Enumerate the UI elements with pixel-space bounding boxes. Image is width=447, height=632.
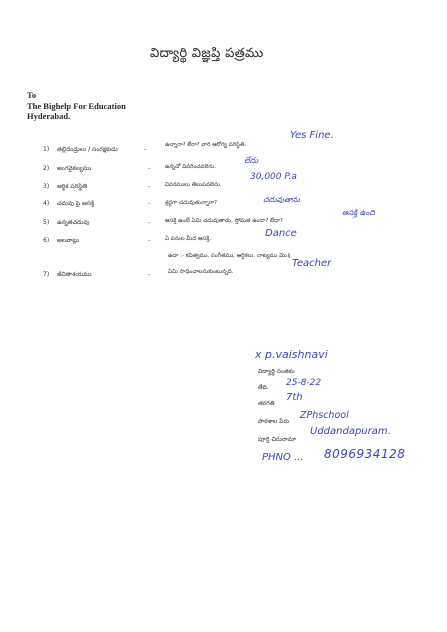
student-signature-caption: విద్యార్థి సంతకం xyxy=(258,368,295,375)
row-3-number: 3) xyxy=(43,183,50,190)
row-1-label: తల్లిదండ్రులు / సంరక్షకుడు xyxy=(57,146,118,153)
row-4-number: 4) xyxy=(43,200,50,207)
class-value: 7th xyxy=(286,392,303,403)
row-3-answer: 30,000 P.a xyxy=(250,172,297,182)
row-3-dash: - xyxy=(148,183,151,190)
row-2-dash: - xyxy=(148,165,151,172)
class-label: తరగతి xyxy=(258,400,275,407)
row-3-label: ఆర్థిక పరిస్థితి xyxy=(57,183,88,190)
address-to: To xyxy=(27,90,37,100)
row-2-number: 2) xyxy=(43,165,50,172)
address-org: The Bighelp For Education xyxy=(27,100,126,111)
row-4-label: చదువు పై ఆసక్తి xyxy=(57,200,95,207)
address-value: Uddandapuram. xyxy=(310,426,391,437)
address-block xyxy=(27,90,126,122)
phone-label: PHNO ... xyxy=(262,452,304,463)
school-value: ZPhschool xyxy=(300,410,349,421)
row-6-number: 6) xyxy=(43,237,50,244)
row-6-label: అలవాట్లు xyxy=(57,237,80,244)
date-value: 25-8-22 xyxy=(286,378,322,388)
address-city: Hyderabad. xyxy=(27,111,71,121)
row-5-label: ఉన్నతచదువు xyxy=(57,219,90,226)
form-title: విద్యార్థి విజ్ఞప్తి పత్రము xyxy=(150,46,264,61)
row-4-question: శ్రద్ధగా చదువుతున్నారా? xyxy=(165,200,218,206)
row-6-example: ఉదా :- కవిత్వము, సంగీతము, ఆర్టికలు, నాట్యము మొ॥ xyxy=(168,253,291,259)
row-1-number: 1) xyxy=(43,146,50,153)
row-4-answer: చదువుతాను xyxy=(263,195,300,204)
row-7-number: 7) xyxy=(43,271,50,278)
address-label: పూర్తి చిరునామా xyxy=(258,436,296,443)
date-label: తేది. xyxy=(258,384,269,391)
student-name: x p.vaishnavi xyxy=(255,348,328,361)
row-2-question: ఉన్నచో వివరించవలెను. xyxy=(165,164,217,170)
row-2-label: అంగవైకల్యము xyxy=(57,165,92,172)
row-6-answer: Dance xyxy=(265,228,297,239)
row-1-question: ఉన్నారా? లేరా? వారి ఆరోగ్య పరిస్థితి. xyxy=(165,142,247,148)
row-5-answer: ఆసక్తి ఉంది xyxy=(342,208,375,217)
row-6-question: ఏ పనుల మీద ఆసక్తి. xyxy=(165,236,212,242)
row-1-answer: Yes Fine. xyxy=(290,130,334,141)
school-label: పాఠశాల పేరు xyxy=(258,418,290,425)
row-2-answer: లేదు xyxy=(244,156,259,165)
row-6-dash: - xyxy=(148,237,151,244)
phone-value: 8096934128 xyxy=(324,447,406,461)
row-7-answer: Teacher xyxy=(292,258,332,269)
row-7-dash: - xyxy=(148,271,151,278)
row-7-question: ఏమి సాధించాలనుకుంటున్నది. xyxy=(168,269,234,275)
row-3-question: వివరములు తెలుపవలెను. xyxy=(165,182,222,188)
row-1-dash: - xyxy=(144,146,147,153)
row-4-dash: - xyxy=(148,200,151,207)
row-5-dash: - xyxy=(148,219,151,226)
row-7-label: జీవితాశయము xyxy=(57,271,92,278)
row-5-question: ఆసక్తి ఉంటే ఏమి చదువుతాడు, స్తోమత ఉందా? లేదా? xyxy=(165,218,283,224)
row-5-number: 5) xyxy=(43,219,50,226)
